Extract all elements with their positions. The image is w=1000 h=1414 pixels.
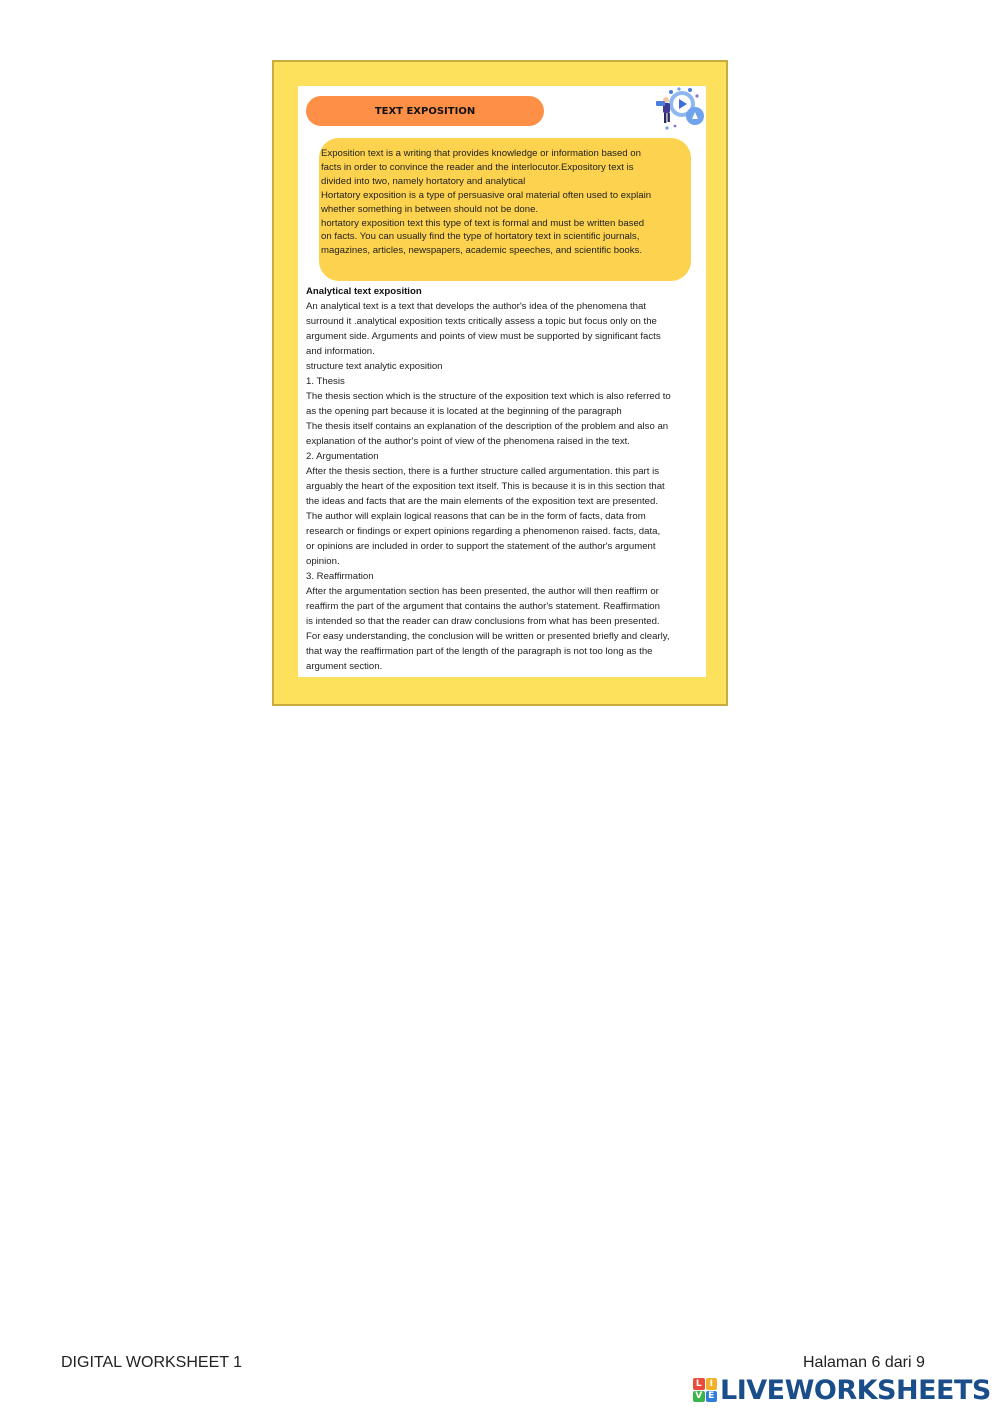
body-line: opinion.: [306, 556, 340, 567]
intro-line: facts in order to convince the reader and the interlocutor.Expository text is: [321, 161, 634, 173]
body-line: After the thesis section, there is a further structure called argumentation. this part is: [306, 466, 660, 477]
body-line: For easy understanding, the conclusion will be written or presented briefly and clearly,: [306, 631, 670, 642]
body-line: 1. Thesis: [306, 376, 345, 387]
body-line: An analytical text is a text that develops the author's idea of the phenomena that: [306, 301, 646, 312]
brand-mark-letter: I: [706, 1378, 718, 1390]
section-heading: Analytical text exposition: [306, 286, 422, 297]
intro-line: Exposition text is a writing that provides knowledge or information based on: [321, 148, 641, 159]
liveworksheets-logo[interactable]: [693, 1374, 991, 1406]
worksheet-frame: [272, 60, 728, 706]
body-line: surround it .analytical exposition texts critically assess a topic but focus only on the: [306, 316, 657, 327]
intro-line: Hortatory exposition is a type of persuasive oral material often used to explain: [321, 189, 652, 201]
body-line: as the opening part because it is located at the beginning of the paragraph: [306, 406, 622, 417]
intro-line: whether something in between should not be done.: [321, 203, 539, 215]
body-line: that way the reaffirmation part of the length of the paragraph is not too long as the: [306, 646, 653, 657]
body-line: The thesis itself contains an explanation of the description of the problem and also an: [306, 421, 669, 432]
brand-mark-letter: L: [693, 1378, 705, 1390]
intro-line: divided into two, namely hortatory and analytical: [321, 175, 526, 187]
body-line: or opinions are included in order to support the statement of the author's argument: [306, 541, 656, 552]
body-line: arguably the heart of the exposition text itself. This is because it is in this section that: [306, 481, 665, 492]
intro-line: magazines, articles, newspapers, academic speeches, and scientific books.: [321, 245, 643, 257]
body-line: is intended so that the reader can draw conclusions from what has been presented.: [306, 616, 660, 627]
body-line: After the argumentation section has been presented, the author will then reaffirm or: [306, 586, 659, 597]
body-line: the ideas and facts that are the main elements of the exposition text are presented.: [306, 496, 658, 507]
body-line: reaffirm the part of the argument that contains the author's statement. Reaffirmation: [306, 601, 660, 612]
page-indicator: Halaman 6 dari 9: [803, 1354, 925, 1371]
body-line: research or findings or expert opinions regarding a phenomenon raised. facts, data,: [306, 526, 661, 537]
body-line: argument side. Arguments and points of view must be supported by significant facts: [306, 331, 661, 342]
brand-mark-letter: V: [693, 1391, 705, 1403]
body-text: [306, 284, 706, 674]
brand-name: LIVEWORKSHEETS: [720, 1374, 991, 1406]
body-line: argument section.: [306, 661, 383, 672]
body-line: explanation of the author's point of view of the phenomena raised in the text.: [306, 436, 630, 447]
body-line: 2. Argumentation: [306, 451, 379, 462]
body-line: The thesis section which is the structure of the exposition text which is also referred to: [306, 391, 671, 402]
intro-line: hortatory exposition text this type of text is formal and must be written based: [321, 217, 645, 229]
worksheet-label: DIGITAL WORKSHEET 1: [61, 1354, 243, 1371]
worksheet-panel: [298, 86, 706, 677]
body-line: and information.: [306, 346, 375, 357]
liveworksheets-mark-icon: [693, 1378, 717, 1402]
body-line: The author will explain logical reasons that can be in the form of facts, data from: [306, 511, 646, 522]
person-with-media-play-icon: [653, 86, 706, 132]
intro-line: on facts. You can usually find the type of hortatory text in scientific journals,: [321, 231, 640, 243]
body-line: structure text analytic exposition: [306, 361, 443, 372]
worksheet-title: TEXT EXPOSITION: [306, 96, 544, 126]
intro-box: [319, 138, 691, 281]
brand-mark-letter: E: [706, 1391, 718, 1403]
body-line: 3. Reaffirmation: [306, 571, 374, 582]
